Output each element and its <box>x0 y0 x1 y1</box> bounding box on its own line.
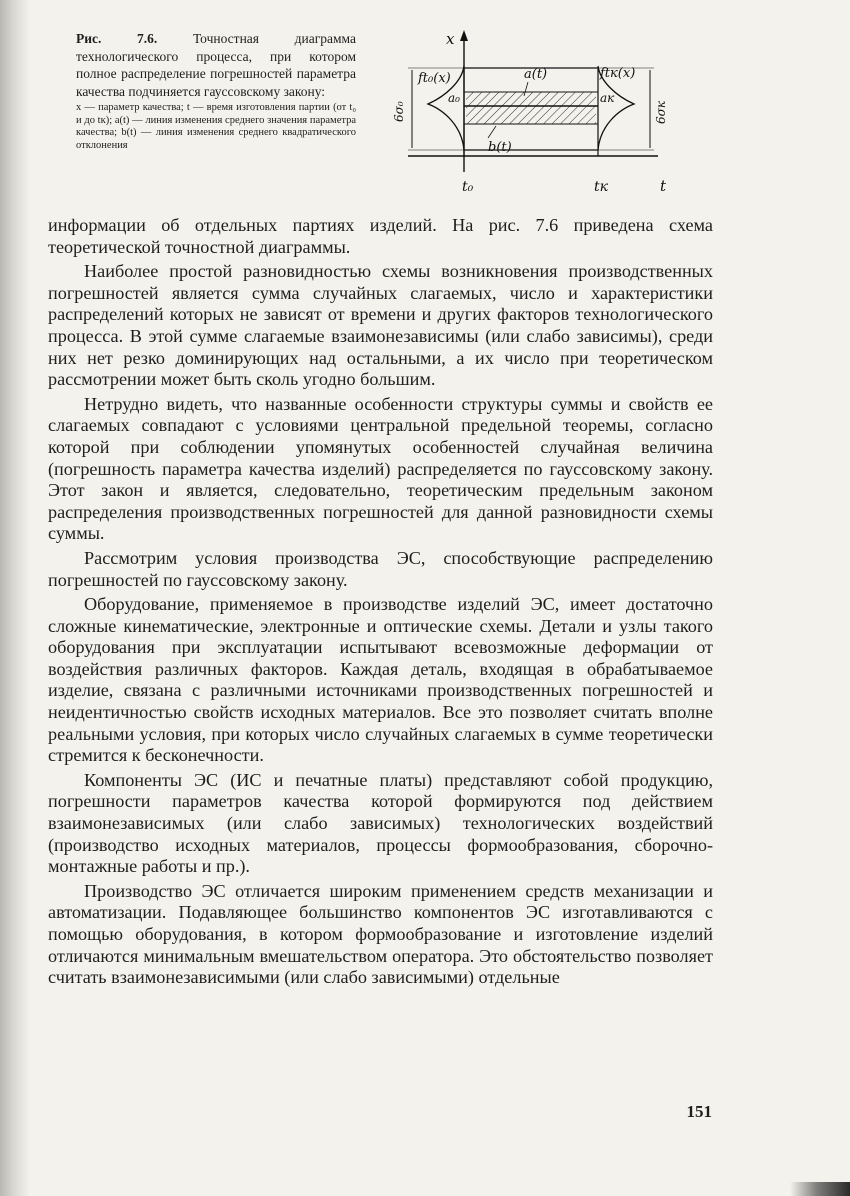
accuracy-diagram <box>378 26 678 202</box>
label-a0: a₀ <box>448 91 460 105</box>
label-a-t: a(t) <box>524 67 548 82</box>
t-axis-label: t <box>660 177 667 195</box>
figure-caption <box>76 30 356 152</box>
paragraph: Оборудование, применяемое в производстве изделий ЭС, имеет достаточно сложные кинематические, электронные и оптические схемы. Детали и узлы такого оборудования при эксплуатации испытывают всевозможные деформации от воздействия различных факторов. Каждая деталь, входящая в обрабатываемое изделие, связана с различными источниками производственных погрешностей и неидентичностью свойств исходных материалов. Все это позволяет считать вполне реальными условия, при которых число случайных слагаемых в сумме теоретически стремится к бесконечности. <box>48 594 713 766</box>
label-t0: t₀ <box>462 179 474 195</box>
x-axis-label: x <box>446 30 455 48</box>
label-deltak: 6σк <box>654 101 668 124</box>
paragraph: Компоненты ЭС (ИС и печатные платы) представляют собой продукцию, погрешности параметров качества которой формируются под действием взаимонезависимых (или слабо зависимых) технологических воздействий (производство исходных материалов, процессы формообразования, сборочно-монтажные работы и пр.). <box>48 769 713 877</box>
label-tk: tк <box>594 179 608 195</box>
main-text <box>48 215 713 992</box>
figure-label: Рис. 7.6. <box>76 31 158 46</box>
label-f-t0: ft₀(x) <box>418 71 451 86</box>
label-f-tk: ftк(x) <box>600 66 636 81</box>
label-ak: aк <box>600 91 615 105</box>
caption-notes: x — параметр качества; t — время изготовления партии (от t₀ и до tк); a(t) — линия изменения среднего значения параметра качества; b(t) — линия изменения среднего квадратического отклонения <box>76 102 356 151</box>
label-delta0: 6σ₀ <box>392 101 406 122</box>
figure-title: Точностная диаграмма технологического процесса, при котором полное распределение погрешностей параметра качества подчиняется гауссовскому закону: <box>76 31 356 99</box>
paragraph: Нетрудно видеть, что названные особенности структуры суммы и свойств ее слагаемых совпадают с условиями центральной предельной теоремы, согласно которой при соблюдении упомянутых особенностей случайная величина (погрешность параметра качества изделий) распределяется по гауссовскому закону. Этот закон и является, следовательно, теоретическим предельным законом распределения производственных погрешностей для данной разновидности схемы суммы. <box>48 393 713 544</box>
page-corner-shadow <box>790 1182 850 1196</box>
b-leader <box>488 126 496 138</box>
page-number: 151 <box>686 1102 712 1121</box>
label-b-t: b(t) <box>488 140 512 155</box>
paragraph: Наиболее простой разновидностью схемы возникновения производственных погрешностей является сумма случайных слагаемых, число и характеристики распределений которых не зависят от времени и других факторов технологического процесса. В этой сумме слагаемые взаимонезависимы (или слабо зависимы), среди них нет резко доминирующих над остальными, а их число при теоретическом рассмотрении может быть сколь угодно большим. <box>48 261 713 390</box>
x-axis-arrow <box>460 30 468 41</box>
paragraph-continuation: информации об отдельных партиях изделий. На рис. 7.6 приведена схема теоретической точностной диаграммы. <box>48 215 713 257</box>
page-spine-shadow <box>0 0 30 1196</box>
caption-main <box>76 30 356 100</box>
paragraph: Производство ЭС отличается широким применением средств механизации и автоматизации. Подавляющее большинство компонентов ЭС изготавливаются с помощью оборудования, в котором формообразование и изготовление изделий отличаются минимальным вмешательством оператора. Это обстоятельство позволяет считать взаимонезависимыми (или слабо зависимыми) отдельные <box>48 880 713 988</box>
paragraph: Рассмотрим условия производства ЭС, способствующие распределению погрешностей по гауссовскому закону. <box>48 547 713 590</box>
hatched-band <box>466 92 596 124</box>
